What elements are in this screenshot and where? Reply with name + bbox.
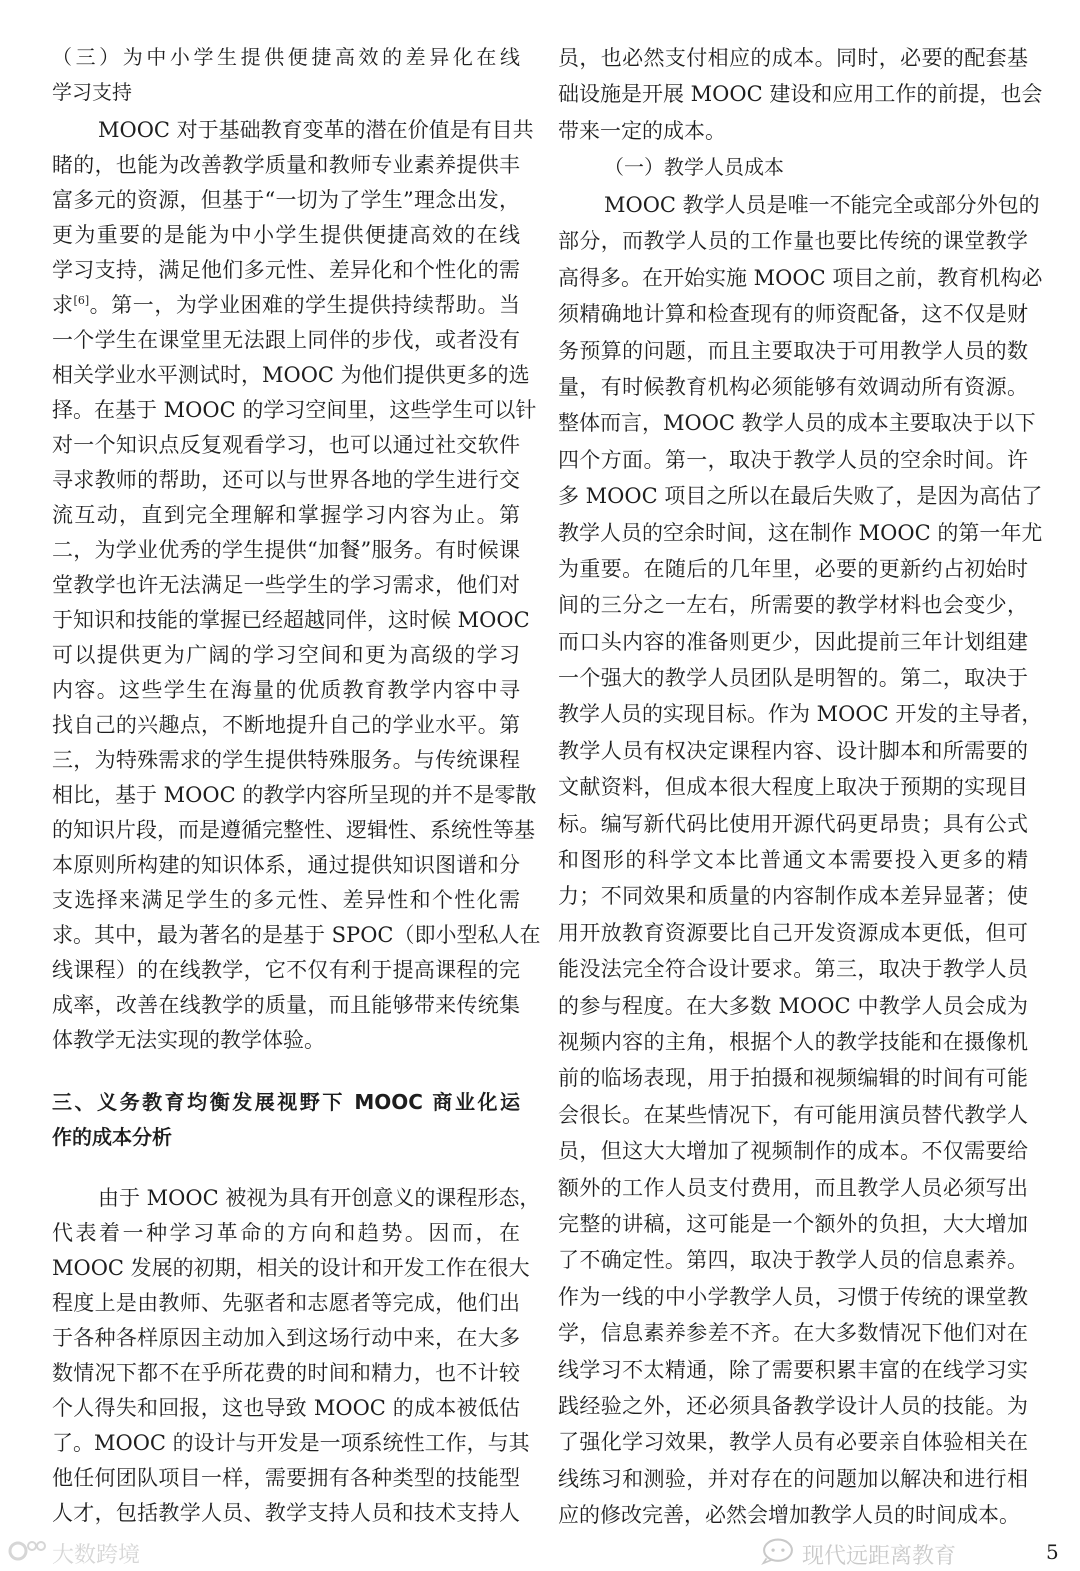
text-line: 了强化学习效果，教学人员有必要亲自体验相关在 (558, 1430, 1028, 1455)
text-line: 代表着一种学习革命的方向和趋势。因而，在 (52, 1221, 520, 1245)
text-line: 本原则所构建的知识体系，通过提供知识图谱和分 (52, 853, 520, 877)
text-line: 线学习不太精通，除了需要积累丰富的在线学习实 (558, 1357, 1028, 1382)
text-line: 相比，基于 MOOC 的教学内容所呈现的并不是零散 (52, 783, 537, 807)
citation-ref: [6] (73, 294, 90, 307)
text-line: 的参与程度。在大多数 MOOC 中教学人员会成为 (558, 993, 1028, 1018)
text-line: 须精确地计算和检查现有的师资配备，这不仅是财 (558, 302, 1028, 327)
text-line: 员，但这大大增加了视频制作的成本。不仅需要给 (558, 1139, 1028, 1164)
text-line: 标。编写新代码比使用开源代码更昂贵；具有公式 (558, 811, 1028, 836)
paragraph (52, 113, 541, 1058)
text-line: 学，信息素养参差不齐。在大多数情况下他们对在 (558, 1321, 1028, 1346)
text-line: 内容。这些学生在海量的优质教育教学内容中寻 (52, 678, 520, 702)
subsection-heading (52, 40, 520, 110)
text-line: （三）为中小学生提供便捷高效的差异化在线 (52, 45, 520, 69)
subsection-heading (558, 149, 1028, 185)
text-line: 堂教学也许无法满足一些学生的学习需求，他们对 (52, 573, 520, 597)
text-line: 务预算的问题，而且主要取决于可用教学人员的数 (558, 338, 1028, 363)
text-line: 教学人员有权决定课程内容、设计脚本和所需要的 (558, 738, 1028, 763)
text-line: 学习支持 (52, 80, 132, 104)
text-line: 四个方面。第一，取决于教学人员的空余时间。许 (558, 447, 1028, 472)
text-line: 践经验之外，还必须具备教学设计人员的技能。为 (558, 1393, 1028, 1418)
text-line: MOOC 对于基础教育变革的潜在价值是有目共 (98, 118, 534, 142)
text-line: MOOC 教学人员是唯一不能完全或部分外包的 (604, 193, 1040, 217)
text-line: 教学人员的空余时间，这在制作 MOOC 的第一年尤 (558, 520, 1043, 545)
text-line: 础设施是开展 MOOC 建设和应用工作的前提，也会 (558, 82, 1043, 107)
text-line: 作为一线的中小学教学人员，习惯于传统的课堂教 (558, 1284, 1028, 1309)
text-line: 了。MOOC 的设计与开发是一项系统性工作，与其 (52, 1431, 530, 1455)
text-line: 流互动，直到完全理解和掌握学习内容为止。第 (52, 503, 520, 527)
text-line: 量，有时候教育机构必须能够有效调动所有资源。 (558, 374, 1028, 399)
text-line: 用开放教育资源要比自己开发资源成本更低，但可 (558, 920, 1028, 945)
text-line: 三，为特殊需求的学生提供特殊服务。与传统课程 (52, 748, 520, 772)
text-line: 前的临场表现，用于拍摄和视频编辑的时间有可能 (558, 1066, 1028, 1091)
text-line: 和图形的科学文本比普通文本需要投入更多的精 (558, 848, 1028, 873)
text-line: MOOC 发展的初期，相关的设计和开发工作在很大 (52, 1256, 530, 1280)
text-line: 学习支持，满足他们多元性、差异化和个性化的需 (52, 258, 520, 282)
text-line: 于知识和技能的掌握已经超越同伴，这时候 MOOC (52, 608, 530, 632)
text-line: 整体而言，MOOC 教学人员的成本主要取决于以下 (558, 411, 1036, 436)
text-line: 三、义务教育均衡发展视野下 MOOC 商业化运 (52, 1090, 520, 1114)
text-line: 能没法完全符合设计要求。第三，取决于教学人员 (558, 957, 1028, 982)
text-line: 的知识片段，而是遵循完整性、逻辑性、系统性等基 (52, 818, 535, 842)
text-line: 高得多。在开始实施 MOOC 项目之前，教育机构必 (558, 265, 1043, 290)
text-line: 力；不同效果和质量的内容制作成本差异显著；使 (558, 884, 1028, 909)
watermark-left-text: 大数跨境 (52, 1543, 141, 1568)
text-line: 部分，而教学人员的工作量也要比传统的课堂教学 (558, 229, 1028, 254)
text-line: 数情况下都不在乎所花费的时间和精力，也不计较 (52, 1361, 520, 1385)
text-line: 择。在基于 MOOC 的学习空间里，这些学生可以针 (52, 398, 537, 422)
text-line: 员，也必然支付相应的成本。同时，必要的配套基 (558, 46, 1028, 70)
paragraph (558, 187, 1043, 1533)
text-line: 应的修改完善，必然会增加教学人员的时间成本。 (558, 1503, 1020, 1528)
text-line: 额外的工作人员支付费用，而且教学人员必须写出 (558, 1175, 1028, 1200)
text-line: 完整的讲稿，这可能是一个额外的负担，大大增加 (558, 1211, 1028, 1236)
text-line: 视频内容的主角，根据个人的教学技能和在摄像机 (558, 1029, 1028, 1054)
text-line: 带来一定的成本。 (558, 118, 726, 143)
text-line: 更为重要的是能为中小学生提供便捷高效的在线 (52, 223, 520, 247)
paragraph (558, 40, 1043, 149)
text-line: 作的成本分析 (52, 1125, 172, 1149)
text-line: 间的三分之一左右，所需要的教学材料也会变少， (558, 593, 1028, 618)
text-line: 多 MOOC 项目之所以在最后失败了，是因为高估了 (558, 484, 1043, 509)
text-line: 文献资料，但成本很大程度上取决于预期的实现目 (558, 775, 1028, 800)
text-line: 二，为学业优秀的学生提供“加餐”服务。有时候课 (52, 538, 520, 562)
text-line: 程度上是由教师、先驱者和志愿者等完成，他们出 (52, 1291, 520, 1315)
text-line: 于各种各样原因主动加入到这场行动中来，在大多 (52, 1326, 520, 1350)
wechat-icon (760, 1537, 796, 1571)
text-line: 人才，包括教学人员、教学支持人员和技术支持人 (52, 1501, 520, 1525)
page-number: 5 (1046, 1540, 1059, 1564)
text-line: 支选择来满足学生的多元性、差异性和个性化需 (52, 888, 520, 912)
text-line: 可以提供更为广阔的学习空间和更为高级的学习 (52, 643, 520, 667)
watermark-right (760, 1537, 956, 1571)
text-line: 一个学生在课堂里无法跟上同伴的步伐，或者没有 (52, 328, 520, 352)
text-line: 寻求教师的帮助，还可以与世界各地的学生进行交 (52, 468, 520, 492)
text-line: 为重要。在随后的几年里，必要的更新约占初始时 (558, 556, 1028, 581)
text-line: 体教学无法实现的教学体验。 (52, 1028, 325, 1052)
text-line: 相关学业水平测试时，MOOC 为他们提供更多的选 (52, 363, 530, 387)
text-line: 个人得失和回报，这也导致 MOOC 的成本被低估 (52, 1396, 520, 1420)
text-line: 由于 MOOC 被视为具有开创意义的课程形态， (98, 1186, 541, 1210)
watermark-right-text: 现代远距离教育 (802, 1543, 957, 1569)
text-line: 他任何团队项目一样，需要拥有各种类型的技能型 (52, 1466, 520, 1490)
text-line: 富多元的资源，但基于“一切为了学生”理念出发， (52, 188, 520, 212)
text-line: 成率，改善在线教学的质量，而且能够带来传统集 (52, 993, 520, 1017)
text-line: 而口头内容的准备则更少，因此提前三年计划组建 (558, 629, 1028, 654)
text-line: 找自己的兴趣点，不断地提升自己的学业水平。第 (52, 713, 520, 737)
watermark-left (8, 1538, 140, 1569)
text-line: 睹的，也能为改善教学质量和教师专业素养提供丰 (52, 153, 520, 177)
text-line: 线练习和测验，并对存在的问题加以解决和进行相 (558, 1466, 1028, 1491)
text-line: 对一个知识点反复观看学习，也可以通过社交软件 (52, 433, 520, 457)
text-line: （一）教学人员成本 (604, 155, 784, 179)
text-line: 线课程）的在线教学，它不仅有利于提高课程的完 (52, 958, 520, 982)
text-line: 求。其中，最为著名的是基于 SPOC（即小型私人在 (52, 923, 541, 947)
text-line: 会很长。在某些情况下，有可能用演员替代教学人 (558, 1102, 1028, 1127)
text-line: 教学人员的实现目标。作为 MOOC 开发的主导者， (558, 702, 1043, 727)
paragraph (52, 1181, 541, 1531)
section-heading (52, 1085, 520, 1155)
brand-logo-icon (8, 1539, 48, 1569)
text-line: 一个强大的教学人员团队是明智的。第二，取决于 (558, 666, 1028, 691)
text-line: 了不确定性。第四，取决于教学人员的信息素养。 (558, 1248, 1028, 1273)
text-line: 求[6]。第一，为学业困难的学生提供持续帮助。当 (52, 293, 521, 317)
